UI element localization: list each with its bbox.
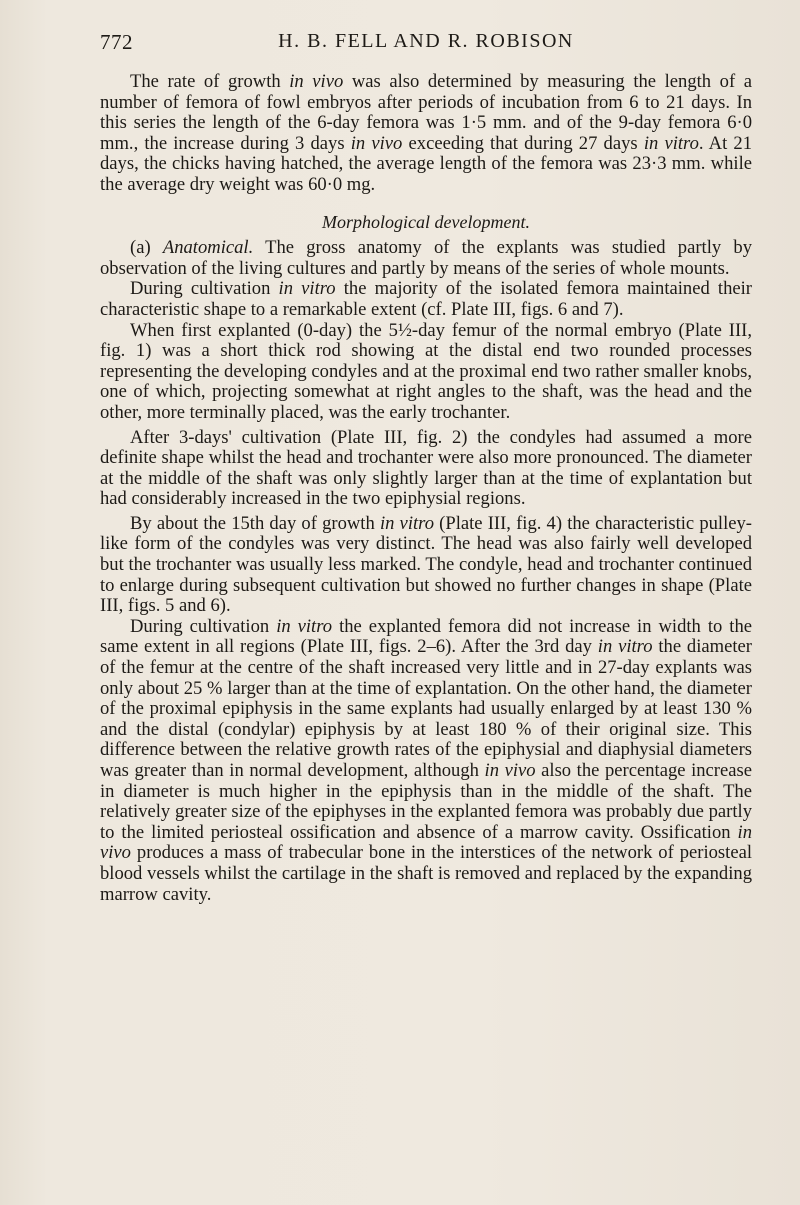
paragraph-fifteenth-day: By about the 15th day of growth in vitro (Plate III, fig. 4) the characteristic pulley-like form of the condyles was very distinct. The head was also fairly well developed but the trochanter was usually less marked. The condyle, head and trochanter continued to enlarge during subsequent cultivation but showed no further changes in shape (Plate III, figs. 5 and 6). bbox=[100, 512, 752, 617]
header-title: H. B. FELL AND R. ROBISON bbox=[278, 30, 574, 52]
paragraph-cultivation-shape: During cultivation in vitro the majority of the isolated femora maintained their characteristic shape to a remarkable extent (cf. Plate III, figs. 6 and 7). bbox=[100, 278, 752, 320]
paragraph-width-increase: During cultivation in vitro the explanted femora did not increase in width to the same extent in all regions (Plate III, figs. 2–6). After the 3rd day in vitro the diameter of the femur at the centre of the shaft increased very little and in 27-day explants was only about 25 % larger than at the time of explantation. On the other hand, the diameter of the proximal epiphysis in the same explants had usually enlarged by at least 130 % and the distal (condylar) epiphysis by at least 180 % of their original size. This difference between the relative growth rates of the epiphysial and diaphysial diameters was greater than in normal development, although in vivo also the percentage increase in diameter is much higher in the epiphysis than in the middle of the shaft. The relatively greater size of the epiphyses in the explanted femora was probably due partly to the limited periosteal ossification and absence of a marrow cavity. Ossification in vivo produces a mass of trabecular bone in the interstices of the network of periosteal blood vessels whilst the cartilage in the shaft is removed and replaced by the expanding marrow cavity. bbox=[100, 615, 753, 905]
paragraph-anatomical: (a) Anatomical. The gross anatomy of the explants was studied partly by observation of the living cultures and partly by means of the series of whole mounts. bbox=[100, 237, 752, 279]
section-heading: Morphological development. bbox=[322, 211, 530, 232]
page-number: 772 bbox=[100, 30, 133, 54]
body-text bbox=[100, 72, 752, 905]
paragraph-first-explanted: When first explanted (0-day) the 5½-day femur of the normal embryo (Plate III, fig. 1) was a short thick rod showing at the distal end two rounded processes representing the developing condyles and at the proximal end two rather smaller knobs, one of which, projecting somewhat at right angles to the shaft, was the head and the other, more terminally placed, was the early trochanter. bbox=[100, 319, 752, 423]
running-head bbox=[100, 30, 752, 60]
paragraph-three-days: After 3-days' cultivation (Plate III, fig. 2) the condyles had assumed a more definite shape whilst the head and trochanter were also more pronounced. The diameter at the middle of the shaft was only slightly larger than at the time of explantation but had considerably increased in the two epiphysial regions. bbox=[100, 426, 752, 510]
paragraph-growth-in-vivo: The rate of growth in vivo was also determined by measuring the length of a number of femora of fowl embryos after periods of incubation from 6 to 21 days. In this series the length of the 6-day femora was 1·5 mm. and of the 9-day femora 6·0 mm., the increase during 3 days in vivo exceeding that during 27 days in vitro. At 21 days, the chicks having hatched, the average length of the femora was 23·3 mm. while the average dry weight was 60·0 mg. bbox=[100, 71, 753, 195]
